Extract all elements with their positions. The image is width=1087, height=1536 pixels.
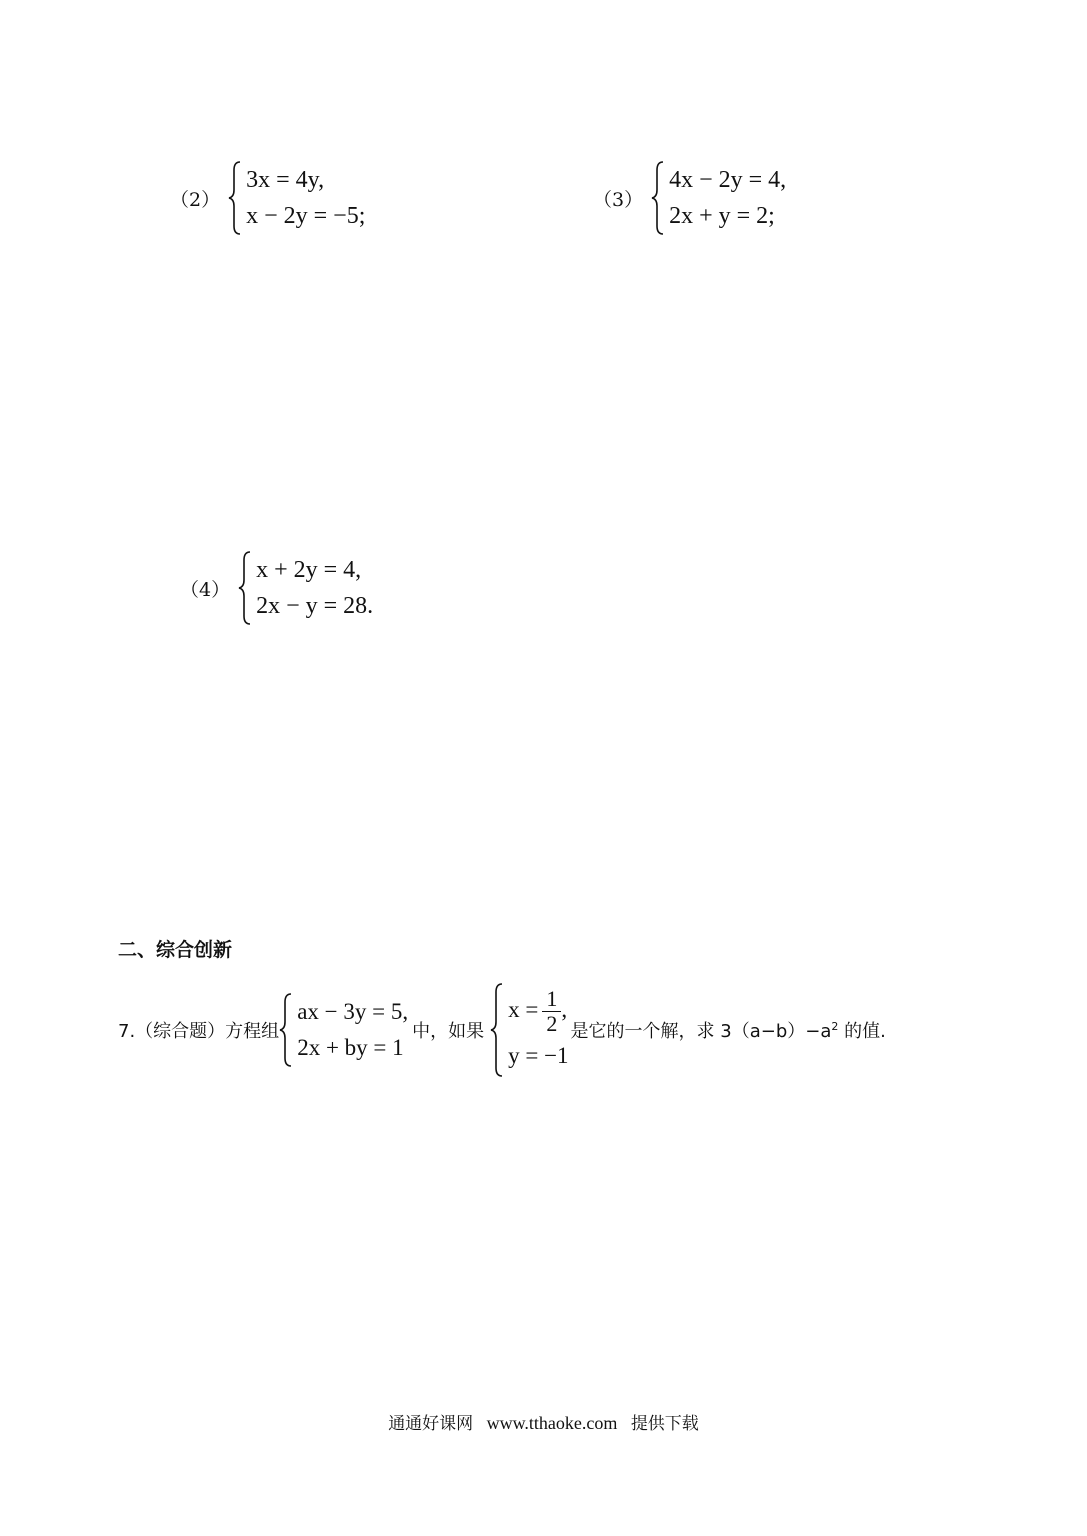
left-brace-icon <box>651 160 665 236</box>
fraction <box>542 987 561 1036</box>
fraction-numerator: 1 <box>546 986 558 1012</box>
question-suffix <box>571 1017 886 1043</box>
problem-number: （2） <box>170 188 221 211</box>
system-equation-2: 2x + by = 1 <box>297 1035 404 1060</box>
system-equation-1: ax − 3y = 5, <box>297 999 409 1024</box>
footer-site-name: 通通好课网 <box>388 1414 474 1434</box>
equation-line-2: 2x − y = 28. <box>256 593 374 619</box>
question-prefix: 7.（综合题）方程组 <box>118 1021 280 1042</box>
question-suffix-text: 是它的一个解，求 3（a−b）−a <box>570 1021 832 1042</box>
question-suffix-end: 的值. <box>838 1021 886 1042</box>
left-brace-icon <box>490 982 504 1078</box>
page-footer <box>0 1409 1087 1434</box>
equation-line-2: x − 2y = −5; <box>246 203 366 229</box>
problem-3 <box>593 160 786 236</box>
solution-x <box>508 984 568 1036</box>
section-heading: 二、综合创新 <box>118 939 233 961</box>
left-brace-icon <box>279 992 293 1068</box>
solution-x-comma: , <box>561 996 568 1022</box>
fraction-denominator: 2 <box>542 1011 561 1036</box>
problem-number: （4） <box>180 578 231 601</box>
left-brace-icon <box>238 550 252 626</box>
question-middle-text: 中，如果 <box>412 1021 485 1042</box>
problem-4 <box>180 550 373 626</box>
solution-y: y = −1 <box>508 1043 569 1069</box>
problem-number: （3） <box>593 188 644 211</box>
footer-url: www.tthaoke.com <box>486 1413 618 1433</box>
equation-line-1: 4x − 2y = 4, <box>669 167 787 193</box>
footer-suffix: 提供下载 <box>630 1414 699 1434</box>
question-7 <box>118 980 886 1080</box>
equation-line-1: 3x = 4y, <box>246 167 325 193</box>
exponent: 2 <box>831 1020 839 1033</box>
equation-line-1: x + 2y = 4, <box>256 557 362 583</box>
left-brace-icon <box>228 160 242 236</box>
solution-x-lhs: x = <box>508 996 539 1022</box>
problem-2 <box>170 160 365 236</box>
equation-line-2: 2x + y = 2; <box>669 203 775 229</box>
